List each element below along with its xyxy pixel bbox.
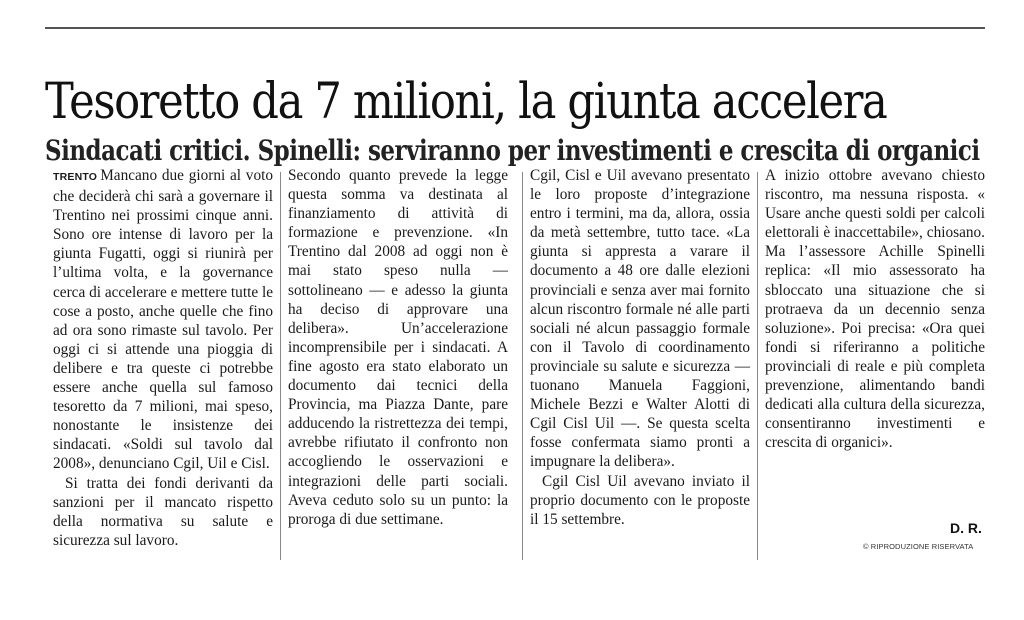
column-2 bbox=[288, 166, 508, 529]
column-3 bbox=[530, 166, 750, 529]
headline: Tesoretto da 7 milioni, la giunta accelera bbox=[45, 71, 887, 130]
paragraph: Cgil Cisl Uil avevano inviato il proprio documento con le proposte il 15 settembre. bbox=[530, 472, 750, 528]
copyright-notice: © RIPRODUZIONE RISERVATA bbox=[863, 542, 974, 551]
column-1 bbox=[53, 166, 273, 550]
paragraph: Secondo quanto prevede la legge questa somma va destinata al finanziamento di attività di formazione e prevenzione. «In Trentino dal 2008 ad oggi non è mai stato speso nulla — sottolineano — e adesso la giunta ha deciso di approvare una delibera». Un’accelerazione incomprensibile per i sindacati. A fine agosto era stato elaborato un documento dai tecnici della Provincia, ma Piazza Dante, pare adducendo la ristrettezza dei tempi, avrebbe rifiutato il confronto non accogliendo le osservazioni e integrazioni delle parti sociali. Aveva ceduto solo su un punto: la proroga di due settimane. bbox=[288, 167, 508, 528]
paragraph: Cgil, Cisl e Uil avevano presentato le loro proposte d’integrazione entro i termini, ma da, allora, ossia da metà settembre, tutto tace. «La giunta si appresta a varare il documento a 48 ore dalle elezioni provinciali e senza aver mai fornito alcun riscontro formale né alle parti sociali né alcun passaggio formale con il Tavolo di coordinamento provinciale su salute e sicurezza — tuonano Manuela Faggioni, Michele Bezzi e Walter Alotti di Cgil Cisl Uil —. Se questa scelta fosse confermata siamo pronti a impugnare la delibera». bbox=[530, 167, 750, 471]
column-divider bbox=[522, 172, 523, 560]
column-4 bbox=[765, 166, 985, 452]
paragraph-text: Mancano due giorni al voto che deciderà chi sarà a governare il Trentino nei prossimi cinque anni. Sono ore intense di lavoro per la giunta Fugatti, oggi si riunirà per l’ultima volta, e la governance cerca di accelerare e mettere tutte le cose a posto, anche quelle che fino ad ora sono rimaste sul tavolo. Per oggi ci si attende una pioggia di delibere e tra queste ci potrebbe essere anche quella sul famoso tesoretto da 7 milioni, mai speso, nonostante le insistenze dei sindacati. «Soldi sul tavolo dal 2008», denunciano Cgil, Uil e Cisl. bbox=[53, 167, 273, 473]
column-divider bbox=[757, 172, 758, 560]
author-byline: D. R. bbox=[950, 520, 982, 536]
dateline: TRENTO bbox=[53, 171, 98, 183]
article-body bbox=[45, 166, 990, 566]
paragraph: Si tratta dei fondi derivanti da sanzioni per il mancato rispetto della normativa su salute e sicurezza sul lavoro. bbox=[53, 474, 273, 549]
subheadline: Sindacati critici. Spinelli: serviranno per investimenti e crescita di organici bbox=[45, 134, 980, 168]
top-rule bbox=[45, 27, 985, 29]
paragraph: A inizio ottobre avevano chiesto riscontro, ma nessuna risposta. « Usare anche questi soldi per calcoli elettorali è inaccettabile», chiosano. Ma l’assessore Achille Spinelli replica: «Il mio assessorato ha sbloccato una situazione che si protraeva da un decennio senza soluzione». Poi precisa: «Ora quei fondi si riferiranno a politiche provinciali di reale e più completa prevenzione, alimentando bandi dedicati alla cultura della sicurezza, consentiranno investimenti e crescita di organici». bbox=[765, 167, 985, 452]
column-divider bbox=[280, 172, 281, 560]
paragraph bbox=[53, 166, 273, 474]
